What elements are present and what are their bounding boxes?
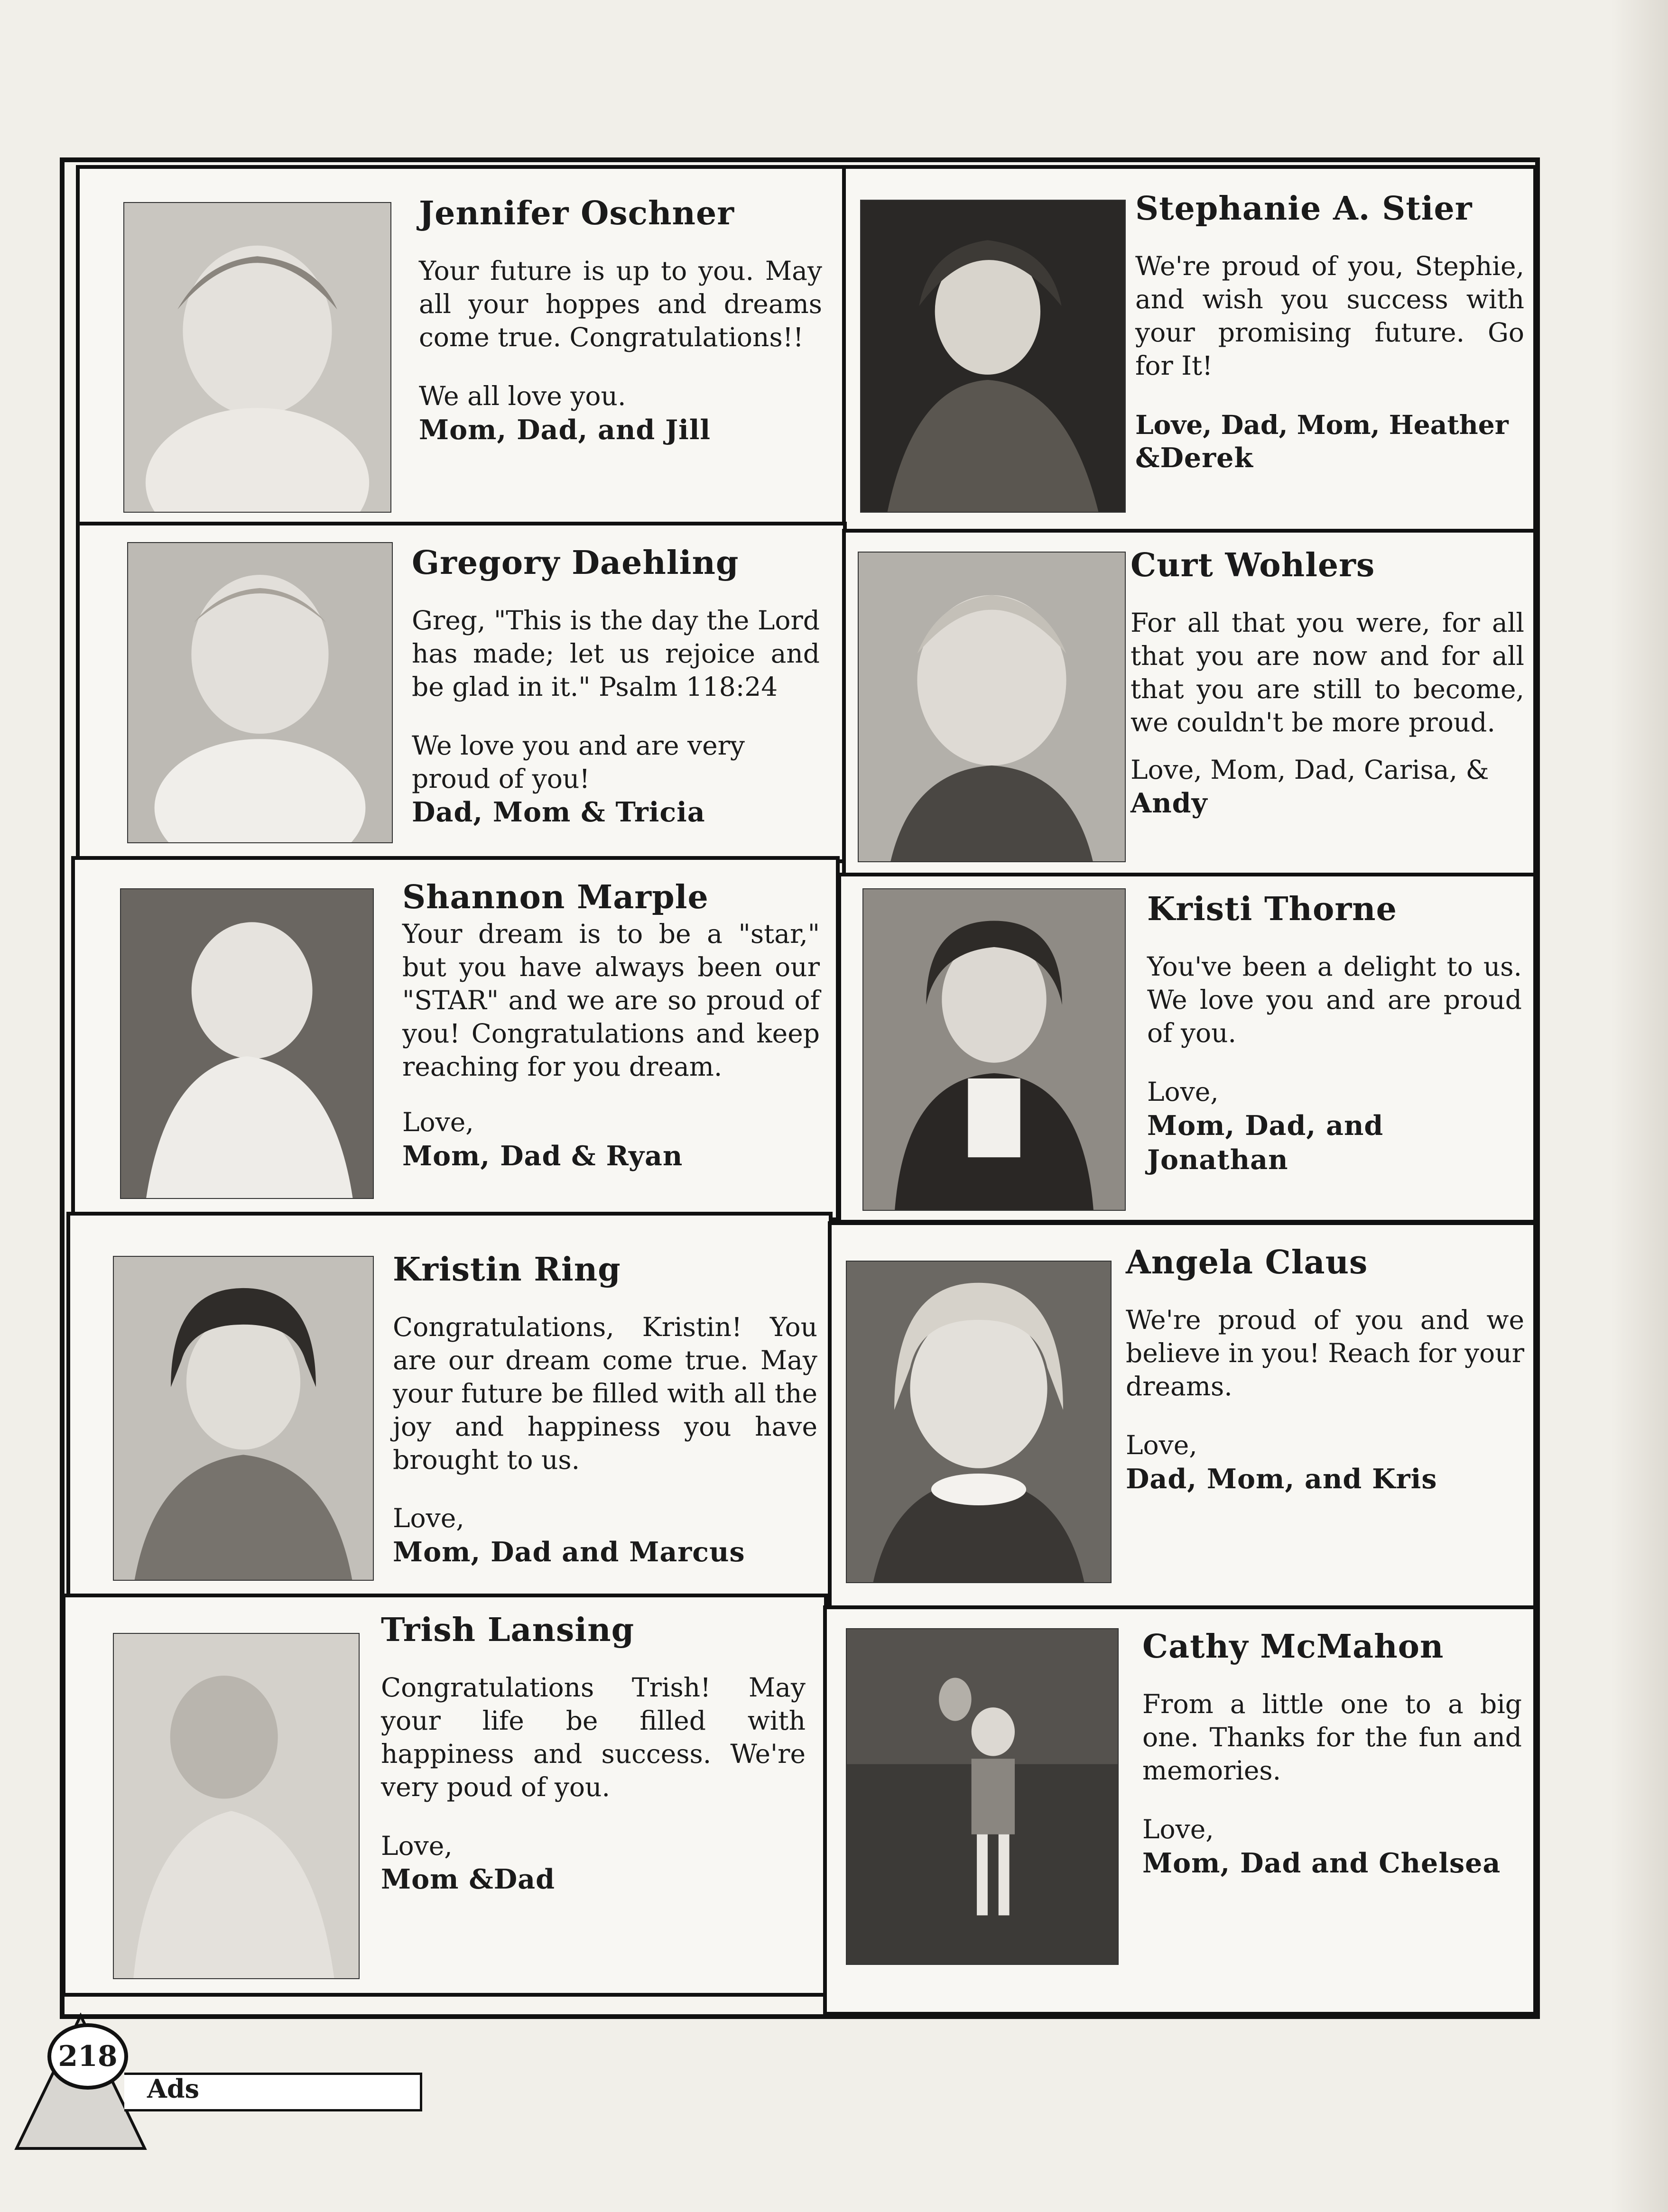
ad-name: Gregory Daehling (412, 544, 739, 582)
page-number: 218 (47, 2023, 128, 2090)
ad-name: Angela Claus (1126, 1244, 1368, 1281)
ad-message: Your dream is to be a "star," but you have always been our "STAR" and we are so proud of you! Congratulations and keep reaching for you dream. (402, 919, 820, 1082)
ad-card (76, 522, 847, 863)
ad-from: &Derek (1135, 442, 1253, 474)
ad-card (71, 856, 840, 1221)
ad-name: Stephanie A. Stier (1135, 190, 1473, 228)
ad-message: Greg, "This is the day the Lord has made; let us rejoice and be glad in it." Psalm 118:24 (412, 605, 820, 702)
section-label: Ads (147, 2074, 200, 2104)
ad-closing: Love, Mom, Dad, Carisa, & (1131, 754, 1489, 785)
ad-closing: Love, (402, 1107, 474, 1138)
ad-from: Dad, Mom & Tricia (412, 796, 705, 829)
ad-card (76, 165, 847, 530)
ad-name: Curt Wohlers (1131, 546, 1375, 584)
ad-from: Mom &Dad (381, 1863, 555, 1896)
ad-message: Your future is up to you. May all your hoppes and dreams come true. Congratulations!! (419, 256, 822, 352)
ad-closing: Love, (1142, 1814, 1214, 1844)
ad-message: We're proud of you, Stephie, and wish you success with your promising future. Go for It! (1135, 251, 1524, 381)
child-photo (846, 1628, 1119, 1965)
ad-closing: Love, (381, 1830, 453, 1861)
ad-closing: We all love you. (419, 380, 626, 411)
ad-message: Congratulations, Kristin! You are our dream come true. May your future be filled with all the joy and happiness you have brought to us. (393, 1312, 817, 1475)
ad-message: You've been a delight to us. We love you and are proud of you. (1147, 951, 1522, 1048)
ad-name: Shannon Marple (402, 878, 709, 916)
ad-message: For all that you were, for all that you are now and for all that you are still to become, we couldn't be more proud. (1131, 608, 1524, 737)
ad-card (823, 1605, 1537, 2016)
child-photo (113, 1256, 374, 1581)
ad-from: Mom, Dad & Ryan (402, 1140, 683, 1172)
child-photo (858, 552, 1126, 862)
ad-message: We're proud of you and we believe in you! Reach for your dreams. (1126, 1305, 1524, 1401)
ad-name: Jennifer Oschner (419, 194, 735, 232)
baby-photo (120, 888, 374, 1199)
ad-closing: Love, Dad, Mom, Heather (1135, 409, 1509, 440)
ad-from: Mom, Dad, and Jill (419, 414, 711, 446)
ad-card (842, 165, 1537, 535)
baby-photo (123, 202, 391, 513)
ad-card (62, 1594, 828, 1997)
ad-name: Cathy McMahon (1142, 1628, 1444, 1666)
ad-from: Mom, Dad and Chelsea (1142, 1847, 1501, 1879)
ad-from: Andy (1131, 787, 1208, 820)
ad-from: Mom, Dad, and Jonathan (1147, 1109, 1384, 1176)
ad-card (842, 529, 1537, 880)
ad-closing: Love, (1126, 1429, 1197, 1460)
ad-closing: We love you and are very proud of you! (412, 730, 745, 794)
ad-from: Mom, Dad and Marcus (393, 1536, 745, 1568)
ad-closing: Love, (1147, 1076, 1219, 1107)
baby-photo (127, 542, 393, 843)
ad-message: From a little one to a big one. Thanks for the fun and memories. (1142, 1689, 1522, 1786)
child-photo (846, 1261, 1112, 1583)
ad-card (828, 1221, 1537, 1615)
ad-name: Trish Lansing (381, 1611, 635, 1649)
ad-closing: Love, (393, 1503, 464, 1534)
ad-name: Kristin Ring (393, 1251, 621, 1289)
child-photo (862, 888, 1126, 1211)
page-edge-shadow (1611, 0, 1668, 2212)
ad-card (66, 1212, 833, 1603)
portrait-photo (860, 200, 1126, 513)
baby-photo (113, 1633, 360, 1979)
ad-from: Dad, Mom, and Kris (1126, 1463, 1437, 1495)
ad-name: Kristi Thorne (1147, 890, 1397, 928)
ad-card (837, 873, 1537, 1224)
ad-message: Congratulations Trish! May your life be filled with happiness and success. We're very poud of you. (381, 1672, 806, 1802)
